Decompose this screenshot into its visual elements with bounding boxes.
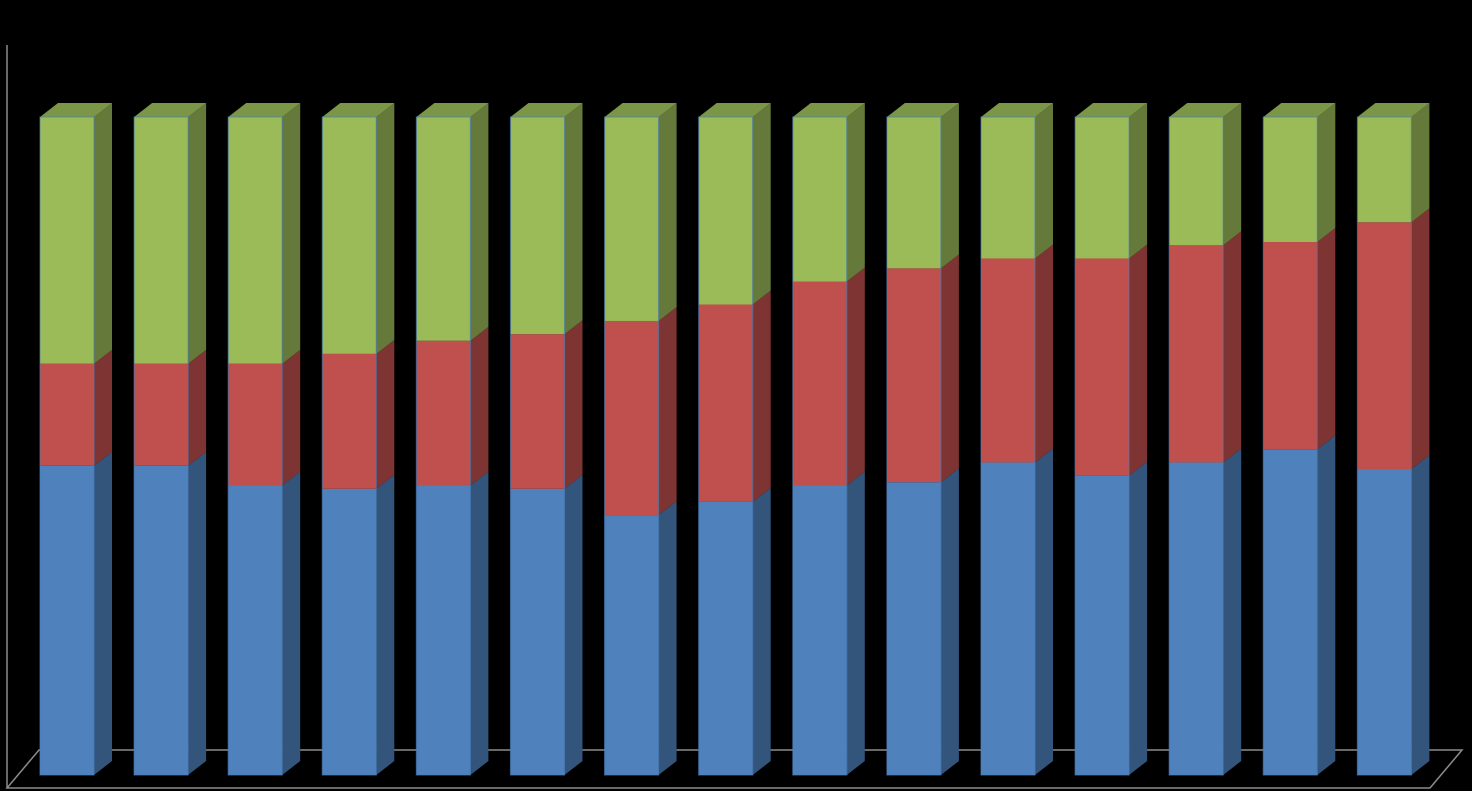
bar-side-face	[470, 327, 488, 486]
bar-front-face	[699, 117, 753, 305]
bar-side-face	[941, 103, 959, 268]
bar-side-face	[1223, 448, 1241, 775]
bar-segment	[322, 340, 394, 489]
bar-segment	[699, 488, 771, 775]
bar-side-face	[941, 468, 959, 775]
bar-front-face	[416, 117, 470, 341]
bar-side-face	[1223, 231, 1241, 462]
bar-segment	[793, 268, 865, 486]
bar-segment	[981, 103, 1053, 258]
bar-side-face	[941, 254, 959, 482]
bar-segment	[134, 350, 206, 466]
bar-front-face	[793, 485, 847, 775]
bar-segment	[511, 103, 583, 334]
bar-side-face	[565, 475, 583, 775]
bar-front-face	[1169, 117, 1223, 245]
bar-side-face	[1317, 435, 1335, 775]
bar-segment	[605, 103, 677, 321]
bar-stack-8	[699, 103, 771, 775]
bar-side-face	[1035, 448, 1053, 775]
bar-segment	[134, 103, 206, 364]
bar-segment	[511, 320, 583, 489]
bar-front-face	[887, 482, 941, 775]
bar-front-face	[887, 268, 941, 482]
bar-side-face	[94, 350, 112, 466]
bar-front-face	[134, 466, 188, 775]
bar-front-face	[1169, 245, 1223, 462]
bar-front-face	[793, 117, 847, 282]
bar-segment	[1263, 103, 1335, 242]
bar-segment	[511, 475, 583, 775]
bar-side-face	[1411, 103, 1429, 222]
bar-side-face	[470, 471, 488, 775]
bar-side-face	[1411, 208, 1429, 469]
bar-side-face	[1129, 103, 1147, 258]
bar-side-face	[659, 501, 677, 775]
bar-front-face	[134, 117, 188, 364]
bar-side-face	[847, 103, 865, 282]
bar-front-face	[1263, 117, 1317, 242]
bar-segment	[1075, 462, 1147, 775]
bar-side-face	[1411, 455, 1429, 775]
bar-segment	[887, 103, 959, 268]
bar-segment	[40, 350, 112, 466]
bar-segment	[1263, 228, 1335, 449]
bar-segment	[40, 103, 112, 364]
bar-side-face	[376, 475, 394, 775]
bar-front-face	[699, 305, 753, 502]
bar-front-face	[793, 282, 847, 486]
bars	[40, 103, 1429, 775]
bar-front-face	[605, 117, 659, 321]
bar-side-face	[282, 103, 300, 364]
bar-segment	[605, 307, 677, 515]
bar-side-face	[847, 471, 865, 775]
bar-segment	[416, 471, 488, 775]
bar-side-face	[1129, 462, 1147, 775]
bar-front-face	[40, 466, 94, 775]
bar-front-face	[981, 117, 1035, 258]
bar-segment	[416, 327, 488, 486]
bar-front-face	[1075, 476, 1129, 775]
bar-segment	[981, 244, 1053, 462]
bar-segment	[1169, 103, 1241, 245]
bar-front-face	[416, 485, 470, 775]
bar-side-face	[188, 452, 206, 775]
bar-front-face	[1357, 469, 1411, 775]
bar-stack-14	[1263, 103, 1335, 775]
bar-front-face	[887, 117, 941, 268]
bar-segment	[1169, 231, 1241, 462]
bar-front-face	[322, 354, 376, 489]
bar-segment	[699, 291, 771, 502]
bar-segment	[228, 103, 300, 364]
bar-segment	[887, 254, 959, 482]
bar-side-face	[470, 103, 488, 341]
bar-front-face	[322, 489, 376, 775]
bar-front-face	[134, 364, 188, 466]
bar-front-face	[1075, 117, 1129, 258]
bar-side-face	[565, 103, 583, 334]
bar-side-face	[376, 103, 394, 354]
bar-segment	[793, 103, 865, 282]
bar-front-face	[511, 334, 565, 489]
bar-stack-3	[228, 103, 300, 775]
bar-front-face	[40, 364, 94, 466]
bar-segment	[793, 471, 865, 775]
bar-front-face	[1075, 258, 1129, 475]
bar-stack-6	[511, 103, 583, 775]
bar-side-face	[565, 320, 583, 489]
bar-side-face	[1035, 244, 1053, 462]
bar-front-face	[40, 117, 94, 364]
bar-stack-9	[793, 103, 865, 775]
bar-front-face	[416, 341, 470, 486]
bar-front-face	[511, 117, 565, 334]
bar-front-face	[605, 321, 659, 515]
bar-front-face	[1169, 462, 1223, 775]
bar-side-face	[659, 307, 677, 515]
bar-front-face	[1263, 242, 1317, 449]
bar-segment	[699, 103, 771, 305]
bar-stack-11	[981, 103, 1053, 775]
bar-segment	[1075, 103, 1147, 258]
bar-segment	[1169, 448, 1241, 775]
bar-side-face	[188, 103, 206, 364]
bar-segment	[1263, 435, 1335, 775]
bar-side-face	[753, 488, 771, 775]
bar-side-face	[94, 452, 112, 775]
bar-side-face	[188, 350, 206, 466]
bar-side-face	[1223, 103, 1241, 245]
bar-stack-10	[887, 103, 959, 775]
bar-side-face	[753, 291, 771, 502]
bar-side-face	[282, 350, 300, 486]
bar-stack-5	[416, 103, 488, 775]
bar-stack-4	[322, 103, 394, 775]
bar-front-face	[1357, 222, 1411, 469]
bar-front-face	[228, 117, 282, 364]
bar-segment	[40, 452, 112, 775]
bar-side-face	[376, 340, 394, 489]
bar-side-face	[1317, 228, 1335, 449]
bar-front-face	[605, 515, 659, 775]
bar-segment	[228, 471, 300, 775]
bar-front-face	[511, 489, 565, 775]
bar-segment	[605, 501, 677, 775]
bar-segment	[322, 475, 394, 775]
bar-segment	[416, 103, 488, 341]
bar-side-face	[1129, 244, 1147, 475]
bar-front-face	[1263, 449, 1317, 775]
bar-segment	[1357, 103, 1429, 222]
bar-side-face	[1317, 103, 1335, 242]
bar-stack-2	[134, 103, 206, 775]
bar-stack-1	[40, 103, 112, 775]
bar-stack-7	[605, 103, 677, 775]
bar-stack-13	[1169, 103, 1241, 775]
bar-stack-12	[1075, 103, 1147, 775]
bar-front-face	[1357, 117, 1411, 222]
bar-front-face	[322, 117, 376, 354]
bar-segment	[981, 448, 1053, 775]
bar-segment	[1357, 208, 1429, 469]
bar-front-face	[228, 364, 282, 486]
bar-segment	[322, 103, 394, 354]
bar-side-face	[659, 103, 677, 321]
bar-segment	[228, 350, 300, 486]
bar-stack-15	[1357, 103, 1429, 775]
bar-front-face	[981, 462, 1035, 775]
bar-side-face	[282, 471, 300, 775]
bar-segment	[134, 452, 206, 775]
bar-front-face	[228, 485, 282, 775]
bar-side-face	[1035, 103, 1053, 258]
bar-side-face	[847, 268, 865, 486]
bar-front-face	[699, 502, 753, 775]
bar-segment	[1075, 244, 1147, 475]
bar-front-face	[981, 258, 1035, 462]
bar-side-face	[753, 103, 771, 305]
bar-segment	[887, 468, 959, 775]
bar-segment	[1357, 455, 1429, 775]
bar-side-face	[94, 103, 112, 364]
